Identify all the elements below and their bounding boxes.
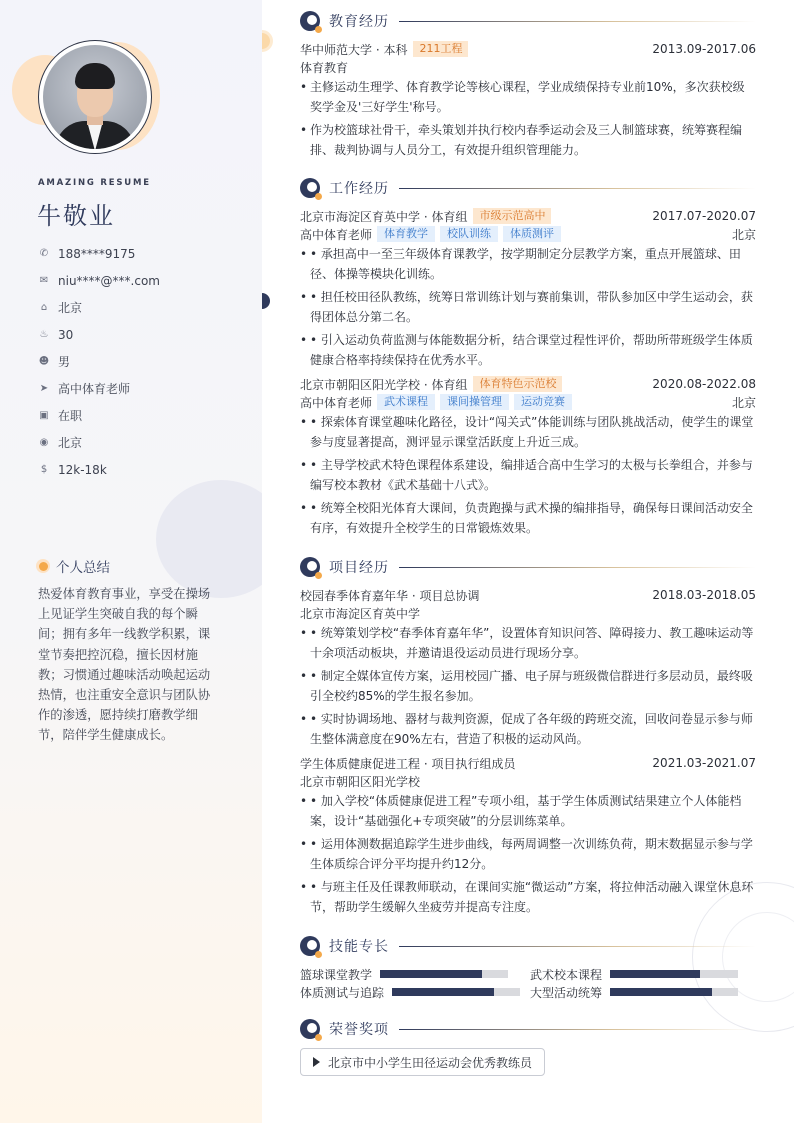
- work-entry: [300, 375, 756, 541]
- education-entry: [300, 40, 756, 163]
- project-name: 校园春季体育嘉年华 · 项目总协调: [300, 588, 480, 603]
- summary-dot-icon: [36, 559, 50, 573]
- project-date: 2021.03-2021.07: [652, 756, 756, 770]
- avatar: [38, 40, 152, 154]
- info-row: [38, 267, 160, 294]
- section-title: 荣誉奖项: [329, 1022, 389, 1038]
- skill-item: 武术校本课程: [530, 966, 738, 982]
- info-value: 12k-18k: [58, 462, 107, 477]
- work-role: 高中体育老师: [300, 227, 373, 242]
- candidate-name: 牛敬业: [37, 202, 115, 230]
- info-row: [38, 402, 160, 429]
- phone-icon: ✆: [39, 248, 49, 259]
- major: 体育教育: [300, 60, 349, 75]
- skill-tag: 武术课程: [377, 394, 435, 410]
- location-icon: ◉: [39, 437, 49, 448]
- work-date: 2017.07-2020.07: [652, 209, 756, 223]
- project-org: 北京市朝阳区阳光学校: [300, 774, 421, 789]
- project-name: 学生体质健康促进工程 · 项目执行组成员: [300, 756, 516, 771]
- summary-text: 热爱体育教育事业，享受在操场上见证学生突破自我的每个瞬间；拥有多年一线教学积累，课堂节奏把控沉稳，擅长因材施教；习惯通过趣味活动唤起运动热情，也注重安全意识与团队协作的渗透，愿持续打磨教学细节，陪伴学生健康成长。: [38, 587, 211, 743]
- org-tag: 体育特色示范校: [473, 376, 562, 392]
- section-title: 工作经历: [329, 181, 389, 197]
- info-row: [38, 456, 160, 483]
- summary-title: 个人总结: [56, 560, 110, 576]
- section-project: [300, 557, 756, 577]
- info-row: [38, 294, 160, 321]
- list-item: • • 统筹全校阳光体育大课间，负责跑操与武术操的编排指导，确保每日课间活动安全有序，有效提升全校学生的日常锻炼效果。: [300, 501, 753, 535]
- school-name: 华中师范大学 · 本科: [300, 42, 408, 57]
- list-item: • 主修运动生理学、体育教学论等核心课程，学业成绩保持专业前10%，多次获校级奖学金及'三好学生'称号。: [300, 80, 745, 114]
- brand-label: AMAZING RESUME: [38, 178, 151, 188]
- send-icon: ➤: [39, 383, 49, 394]
- work-city: 北京: [731, 395, 756, 410]
- list-item: • • 承担高中一至三年级体育课教学，按学期制定分层教学方案，重点开展篮球、田径、体操等模块化训练。: [300, 247, 741, 281]
- skill-tag: 体质测评: [503, 226, 561, 242]
- skill-tag: 运动竞赛: [514, 394, 572, 410]
- info-value: 高中体育老师: [58, 382, 131, 396]
- decor-orange-half: [262, 30, 274, 52]
- award-label: 北京市中小学生田径运动会优秀教练员: [328, 1055, 533, 1070]
- skill-tag: 课间操管理: [440, 394, 509, 410]
- project-entry: [300, 754, 756, 920]
- skill-tag: 校队训练: [440, 226, 498, 242]
- info-row: [38, 321, 160, 348]
- list-item: • • 制定全媒体宣传方案，运用校园广播、电子屏与班级微信群进行多层动员，最终吸引全校约85%的学生报名参加。: [300, 669, 753, 703]
- skill-item: 篮球课堂教学: [300, 966, 508, 982]
- info-value: 30: [58, 327, 74, 342]
- section-icon: [300, 11, 320, 31]
- project-entry: [300, 586, 756, 752]
- list-item: • • 担任校田径队教练，统筹日常训练计划与赛前集训，带队参加区中学生运动会，获得团体总分第二名。: [300, 290, 753, 324]
- section-title: 教育经历: [329, 14, 389, 30]
- list-item: • • 加入学校“体质健康促进工程”专项小组，基于学生体质测试结果建立个人体能档案，设计“基础强化+专项突破”的分层训练菜单。: [300, 794, 742, 828]
- play-icon: [313, 1057, 320, 1067]
- briefcase-icon: ▣: [39, 410, 49, 421]
- list-item: • • 与班主任及任课教师联动，在课间实施“微运动”方案，将拉伸活动融入课堂休息环节，帮助学生缓解久坐疲劳并提高专注度。: [300, 880, 754, 914]
- cake-icon: ♨: [39, 329, 49, 340]
- project-date: 2018.03-2018.05: [652, 588, 756, 602]
- avatar-photo: [43, 45, 147, 149]
- info-row: [38, 429, 160, 456]
- salary-icon: $: [40, 464, 48, 475]
- list-item: • • 统筹策划学校“春季体育嘉年华”，设置体育知识问答、障碍接力、教工趣味运动等十余项活动板块，并邀请退役运动员进行现场分享。: [300, 626, 754, 660]
- section-icon: [300, 557, 320, 577]
- info-row: [38, 375, 160, 402]
- project-org: 北京市海淀区育英中学: [300, 606, 421, 621]
- skill-tag: 体育教学: [377, 226, 435, 242]
- info-row: [38, 348, 160, 375]
- section-awards: [300, 1019, 756, 1039]
- list-item: • 作为校篮球社骨干，牵头策划并执行校内春季运动会及三人制篮球赛，统筹赛程编排、裁判协调与人员分工，有效提升组织管理能力。: [300, 123, 743, 157]
- work-role: 高中体育老师: [300, 395, 373, 410]
- list-item: • • 探索体育课堂趣味化路径，设计“闯关式”体能训练与团队挑战活动，使学生的课堂参与度显著提高，测评显示课堂活跃度上升近三成。: [300, 415, 754, 449]
- contact-info: [38, 240, 160, 483]
- list-item: • • 运用体测数据追踪学生进步曲线，每两周调整一次训练负荷，期末数据显示参与学生体质综合评分平均提升约12分。: [300, 837, 753, 871]
- section-icon: [300, 936, 320, 956]
- section-education: [300, 11, 756, 31]
- gender-icon: ☻: [38, 356, 50, 367]
- skill-bar-fill: [610, 970, 700, 978]
- skill-item: 体质测试与追踪: [300, 984, 520, 1000]
- work-org: 北京市朝阳区阳光学校 · 体育组: [300, 377, 468, 392]
- section-icon: [300, 178, 320, 198]
- home-icon: ⌂: [40, 302, 48, 313]
- info-value: 北京: [58, 436, 83, 450]
- list-item: • • 引入运动负荷监测与体能数据分析，结合课堂过程性评价，帮助所带班级学生体质健康合格率持续保持在优秀水平。: [300, 333, 753, 367]
- skill-item: 大型活动统筹: [530, 984, 738, 1000]
- section-title: 项目经历: [329, 560, 389, 576]
- edu-date: 2013.09-2017.06: [652, 42, 756, 56]
- list-item: • • 实时协调场地、器材与裁判资源，促成了各年级的跨班交流，回收问卷显示参与师生整体满意度在90%左右，营造了积极的运动风尚。: [300, 712, 753, 746]
- decor-half-circle: [262, 293, 270, 309]
- skill-bar-fill: [610, 988, 712, 996]
- summary-header: [36, 556, 110, 576]
- section-title: 技能专长: [329, 939, 389, 955]
- info-value: niu****@***.com: [58, 273, 160, 288]
- work-entry: [300, 207, 756, 373]
- section-icon: [300, 1019, 320, 1039]
- work-org: 北京市海淀区育英中学 · 体育组: [300, 209, 468, 224]
- org-tag: 市级示范高中: [473, 208, 551, 224]
- skill-bar-fill: [392, 988, 494, 996]
- mail-icon: ✉: [39, 275, 49, 286]
- info-value: 北京: [58, 301, 83, 315]
- info-value: 在职: [58, 409, 83, 423]
- sidebar: [0, 0, 262, 1123]
- decor-circle: [156, 480, 262, 598]
- work-city: 北京: [731, 227, 756, 242]
- info-row: [38, 240, 160, 267]
- skill-bar-fill: [380, 970, 482, 978]
- school-tag: 211工程: [413, 41, 468, 57]
- award-item: [300, 1048, 545, 1076]
- section-work: [300, 178, 756, 198]
- work-date: 2020.08-2022.08: [652, 377, 756, 391]
- info-value: 男: [58, 355, 71, 369]
- info-value: 188****9175: [58, 246, 136, 261]
- section-skills: [300, 936, 756, 956]
- list-item: • • 主导学校武术特色课程体系建设，编排适合高中生学习的太极与长拳组合，并参与编写校本教材《武术基础十八式》。: [300, 458, 753, 492]
